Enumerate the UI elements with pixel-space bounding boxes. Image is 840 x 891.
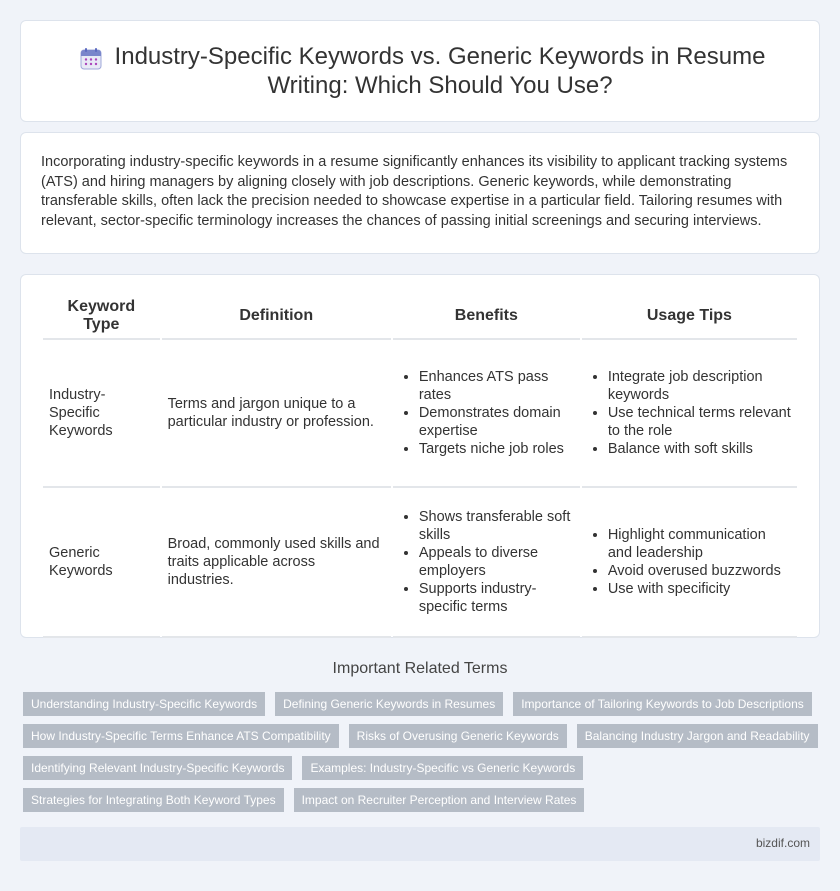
cell-keyword-type: Generic Keywords <box>43 488 160 638</box>
related-tag[interactable]: Balancing Industry Jargon and Readability <box>577 724 818 748</box>
list-item: • Targets niche job roles <box>419 440 574 458</box>
table-header-row <box>43 295 797 340</box>
related-tag[interactable]: Defining Generic Keywords in Resumes <box>275 692 503 716</box>
list-item: • Supports industry-specific terms <box>419 580 574 616</box>
cell-usage-tips <box>582 488 797 638</box>
list-item: • Enhances ATS pass rates <box>419 368 574 404</box>
related-tag[interactable]: Importance of Tailoring Keywords to Job Descriptions <box>513 692 812 716</box>
related-tag[interactable]: How Industry-Specific Terms Enhance ATS Compatibility <box>23 724 339 748</box>
header-definition: Definition <box>162 295 391 340</box>
list-item: • Highlight communication and leadership <box>608 526 791 562</box>
benefits-list <box>399 508 574 616</box>
comparison-table <box>41 295 799 638</box>
cell-usage-tips <box>582 340 797 488</box>
related-tag[interactable]: Impact on Recruiter Perception and Interview Rates <box>294 788 585 812</box>
table-row <box>43 488 797 638</box>
related-terms-tags <box>23 692 823 812</box>
intro-card <box>20 132 820 254</box>
cell-keyword-type: Industry-Specific Keywords <box>43 340 160 488</box>
list-item: • Balance with soft skills <box>608 440 791 458</box>
list-item: • Shows transferable soft skills <box>419 508 574 544</box>
benefits-list <box>399 368 574 458</box>
list-item: • Use technical terms relevant to the role <box>608 404 791 440</box>
related-tag[interactable]: Examples: Industry-Specific vs Generic Keywords <box>302 756 583 780</box>
header-keyword-type: Keyword Type <box>43 295 160 340</box>
intro-paragraph: Incorporating industry-specific keywords in a resume significantly enhances its visibility to applicant tracking systems (ATS) and hiring managers by aligning closely with job descriptions. Generic keywords, while demonstrating transferable skills, often lack the precision needed to showcase expertise in a particular field. Tailoring resumes with relevant, sector-specific terminology increases the chances of passing initial screenings and securing interviews. <box>41 154 788 229</box>
list-item: • Avoid overused buzzwords <box>608 562 791 580</box>
header-card <box>20 20 820 122</box>
tips-list <box>588 368 791 458</box>
footer-site-link[interactable]: bizdif.com <box>755 836 810 850</box>
header-benefits: Benefits <box>393 295 580 340</box>
cell-definition: Terms and jargon unique to a particular industry or profession. <box>162 340 391 488</box>
cell-benefits <box>393 340 580 488</box>
cell-definition: Broad, commonly used skills and traits applicable across industries. <box>162 488 391 638</box>
related-tag[interactable]: Strategies for Integrating Both Keyword Types <box>23 788 284 812</box>
header-usage-tips: Usage Tips <box>582 295 797 340</box>
cell-benefits <box>393 488 580 638</box>
page-title: Industry-Specific Keywords vs. Generic Keywords in Resume Writing: Which Should You Use? <box>114 43 766 99</box>
tips-list <box>588 526 791 598</box>
footer-bar <box>20 827 820 861</box>
list-item: • Demonstrates domain expertise <box>419 404 574 440</box>
related-tag[interactable]: Identifying Relevant Industry-Specific Keywords <box>23 756 292 780</box>
related-tag[interactable]: Understanding Industry-Specific Keywords <box>23 692 265 716</box>
list-item: • Integrate job description keywords <box>608 368 791 404</box>
comparison-table-card <box>20 274 820 638</box>
table-row <box>43 340 797 488</box>
related-terms-title: Important Related Terms <box>332 660 508 677</box>
related-tag[interactable]: Risks of Overusing Generic Keywords <box>349 724 567 748</box>
list-item: • Use with specificity <box>608 580 791 598</box>
list-item: • Appeals to diverse employers <box>419 544 574 580</box>
calendar-icon <box>79 47 103 71</box>
